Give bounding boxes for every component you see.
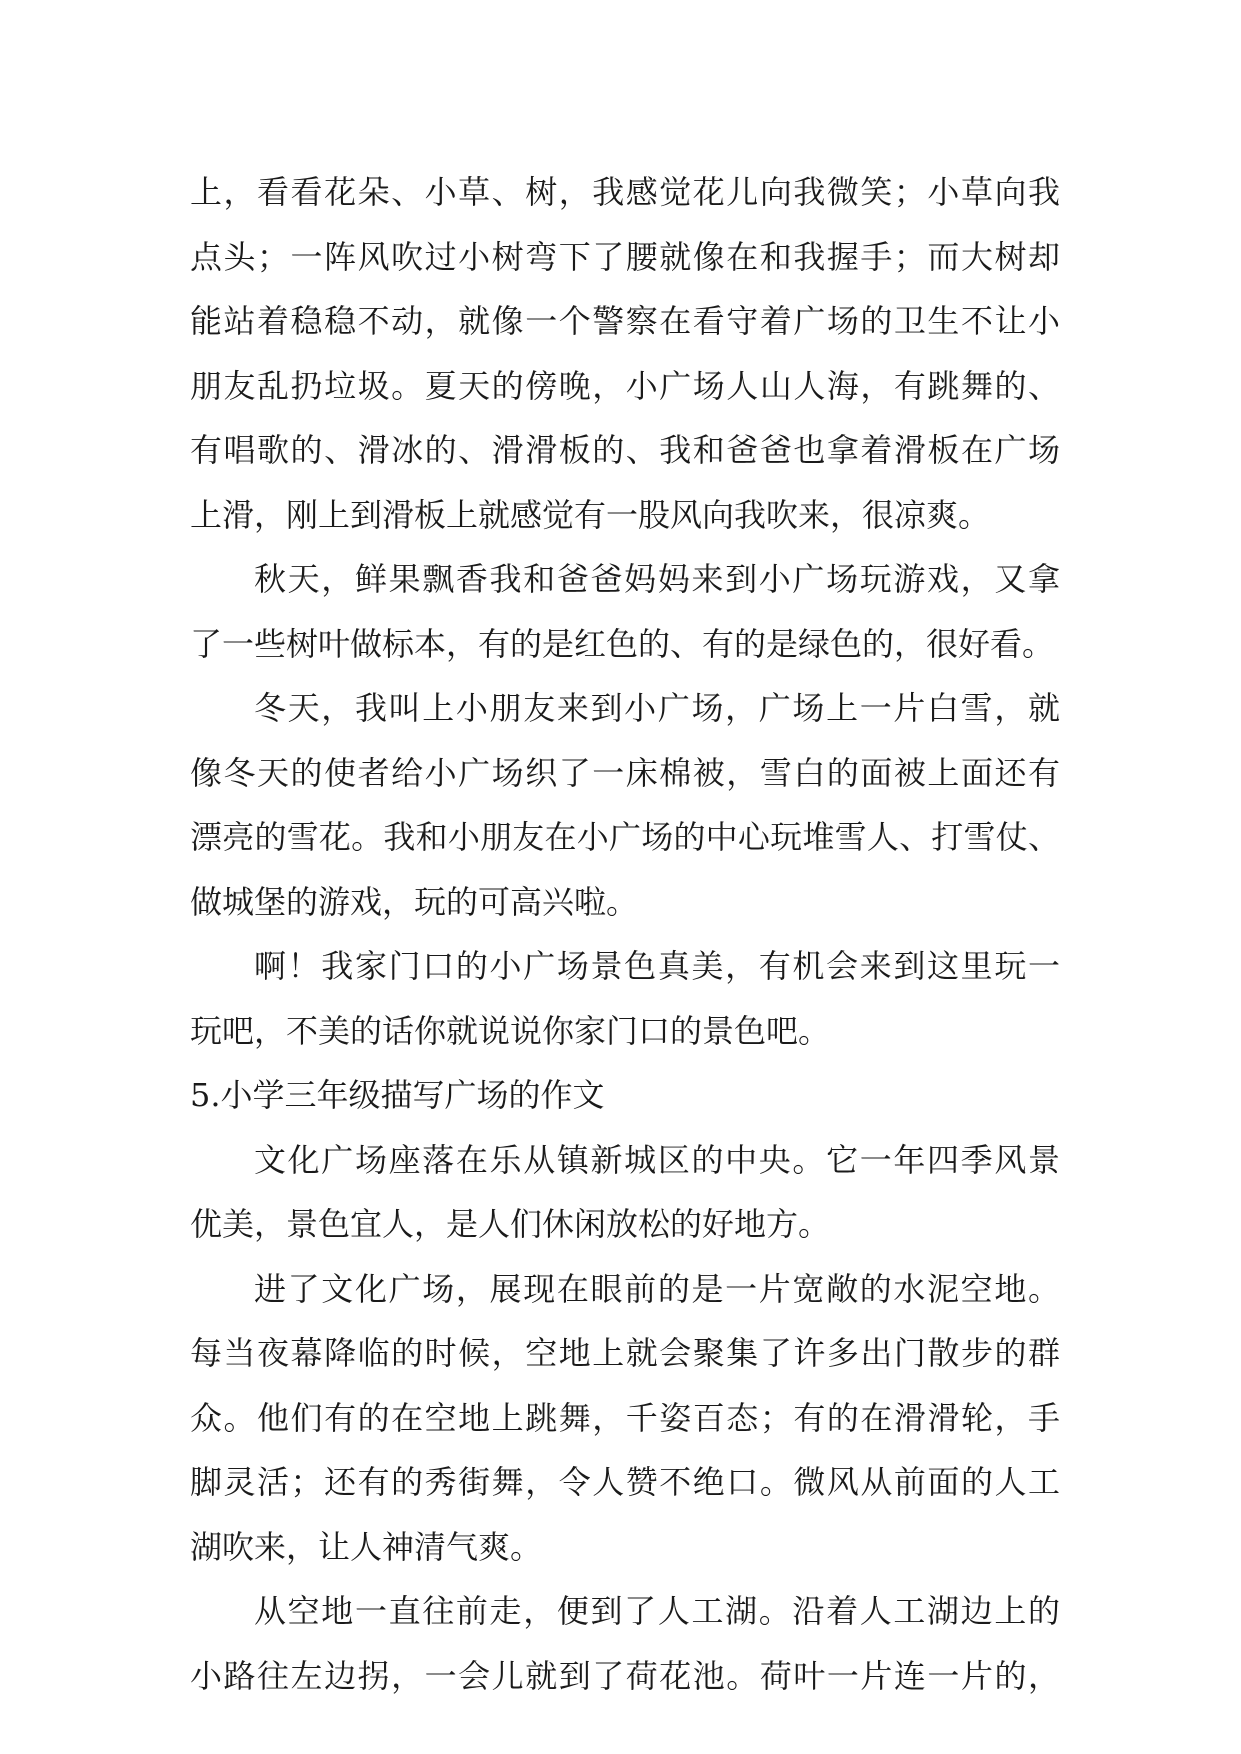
text-line: 脚灵活；还有的秀街舞，令人赞不绝口。微风从前面的人工 (190, 1463, 1060, 1501)
text-line: 小路往左边拐，一会儿就到了荷花池。荷叶一片连一片的， (190, 1656, 1060, 1695)
text-line: 漂亮的雪花。我和小朋友在小广场的中心玩堆雪人、打雪仗、 (190, 818, 1060, 856)
text-line: 啊！我家门口的小广场景色真美，有机会来到这里玩一 (254, 947, 1060, 985)
text-line: 有唱歌的、滑冰的、滑滑板的、我和爸爸也拿着滑板在广场 (190, 431, 1060, 469)
text-line: 秋天，鲜果飘香我和爸爸妈妈来到小广场玩游戏，又拿 (254, 560, 1060, 598)
text-line: 冬天，我叫上小朋友来到小广场，广场上一片白雪，就 (254, 689, 1060, 727)
text-line: 点头；一阵风吹过小树弯下了腰就像在和我握手；而大树却 (190, 237, 1060, 276)
article-body (190, 160, 1060, 1708)
text-line: 众。他们有的在空地上跳舞，千姿百态；有的在滑滑轮，手 (190, 1398, 1060, 1437)
text-line: 进了文化广场，展现在眼前的是一片宽敞的水泥空地。 (254, 1269, 1060, 1308)
text-line: 像冬天的使者给小广场织了一床棉被，雪白的面被上面还有 (190, 753, 1060, 792)
text-line: 做城堡的游戏，玩的可高兴啦。 (190, 882, 639, 921)
text-line: 从空地一直往前走，便到了人工湖。沿着人工湖边上的 (254, 1592, 1060, 1630)
text-line: 能站着稳稳不动，就像一个警察在看守着广场的卫生不让小 (190, 302, 1060, 340)
text-line: 上滑，刚上到滑板上就感觉有一股风向我吹来，很凉爽。 (190, 495, 991, 534)
text-line: 文化广场座落在乐从镇新城区的中央。它一年四季风景 (254, 1140, 1060, 1179)
section-heading: 5.小学三年级描写广场的作文 (190, 1076, 605, 1114)
text-line: 优美，景色宜人，是人们休闲放松的好地方。 (190, 1205, 831, 1243)
text-line: 每当夜幕降临的时候，空地上就会聚集了许多出门散步的群 (190, 1334, 1060, 1372)
text-line: 了一些树叶做标本，有的是红色的、有的是绿色的，很好看。 (190, 624, 1055, 663)
text-line: 湖吹来，让人神清气爽。 (190, 1527, 543, 1566)
text-line: 上，看看花朵、小草、树，我感觉花儿向我微笑；小草向我 (190, 173, 1060, 211)
text-line: 玩吧，不美的话你就说说你家门口的景色吧。 (190, 1011, 831, 1050)
text-line: 朋友乱扔垃圾。夏天的傍晚，小广场人山人海，有跳舞的、 (190, 366, 1060, 405)
